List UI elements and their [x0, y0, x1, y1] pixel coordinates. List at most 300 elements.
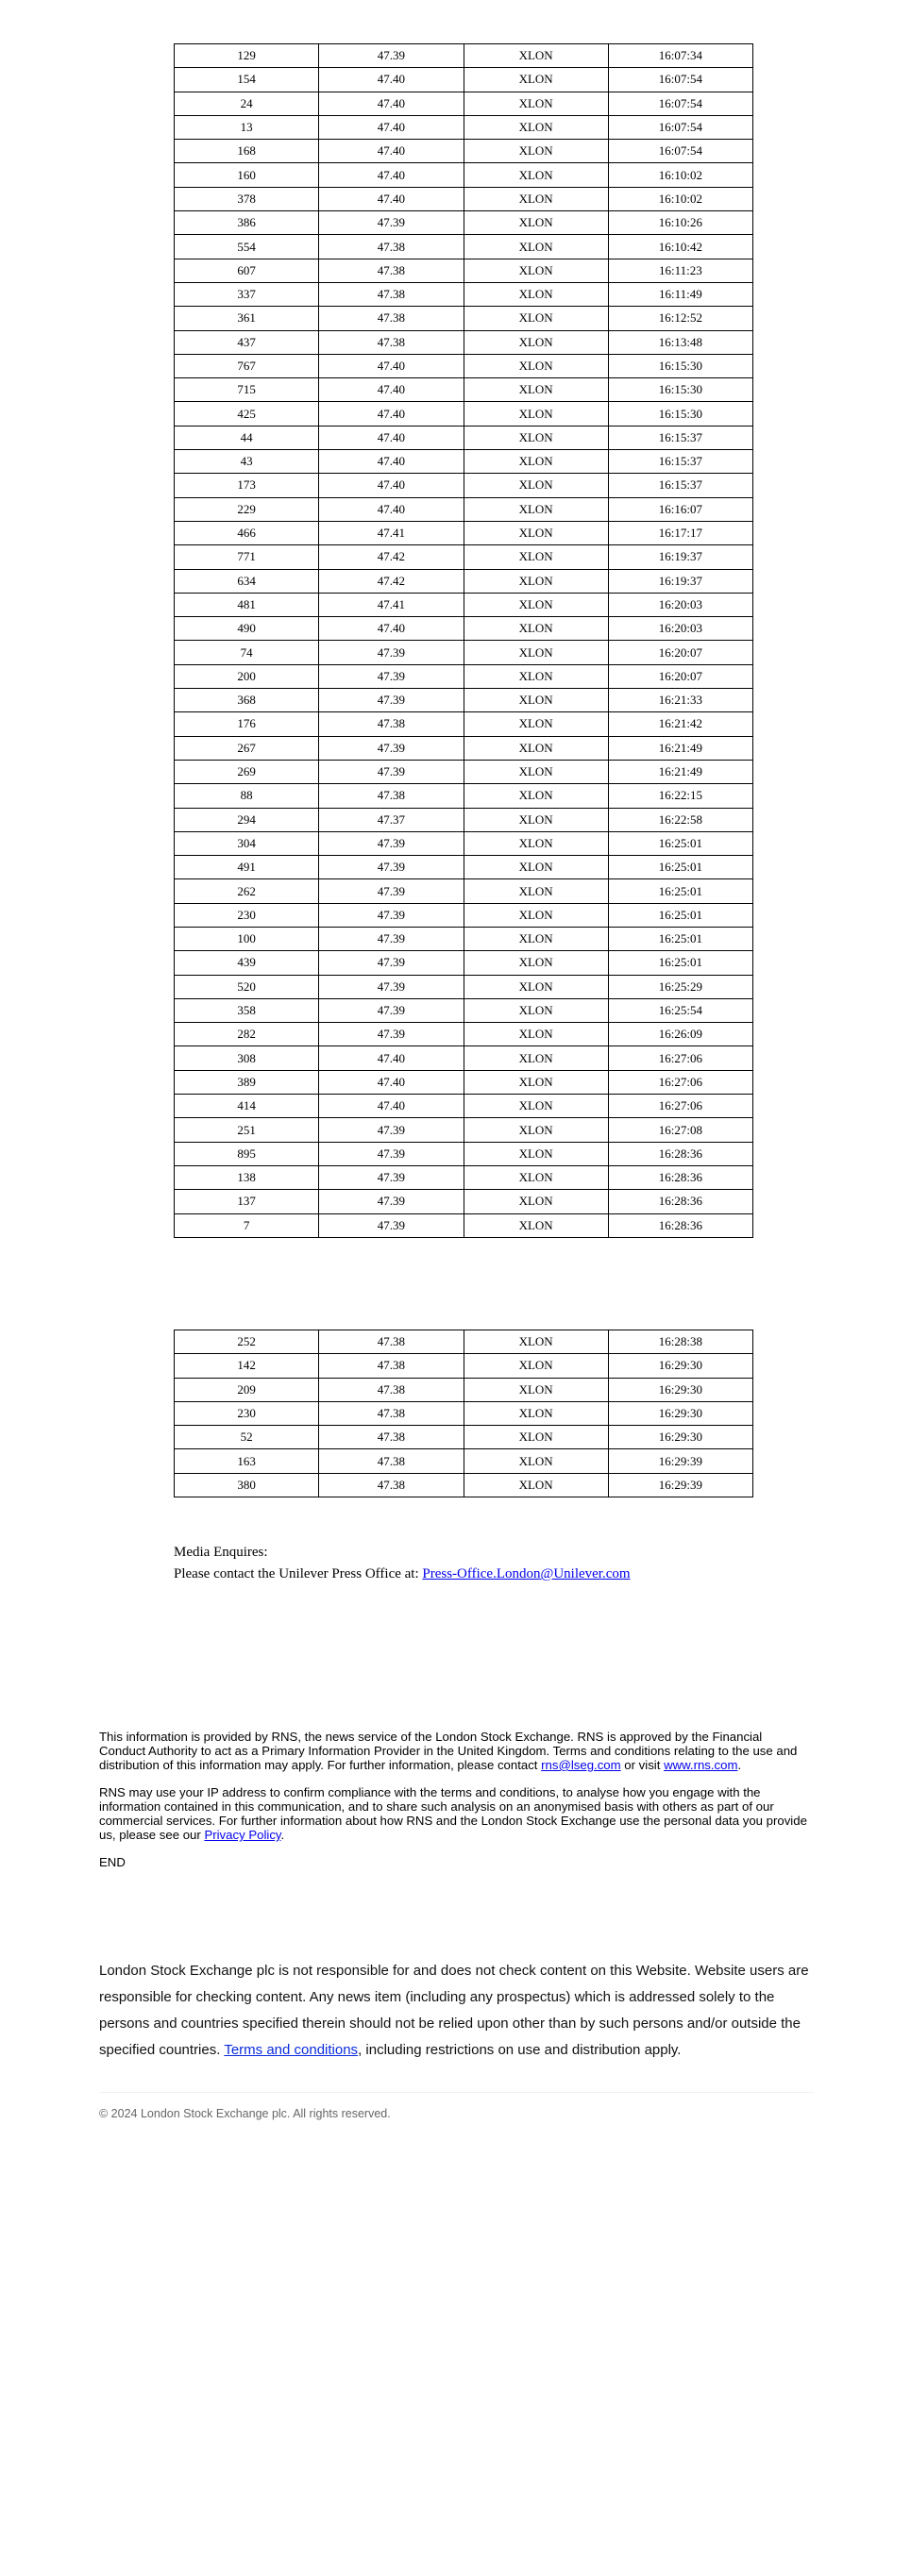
time-cell: 16:29:39	[608, 1473, 752, 1497]
price-cell: 47.38	[319, 259, 464, 282]
volume-cell: 267	[175, 736, 319, 760]
trade-row	[175, 259, 753, 282]
venue-cell: XLON	[464, 1046, 608, 1070]
volume-cell: 554	[175, 235, 319, 259]
trade-row	[175, 641, 753, 664]
rns-p1-mid: or visit	[620, 1758, 665, 1772]
trade-row	[175, 140, 753, 163]
price-cell: 47.39	[319, 903, 464, 927]
volume-cell: 380	[175, 1473, 319, 1497]
trade-row	[175, 856, 753, 879]
volume-cell: 337	[175, 282, 319, 306]
terms-and-conditions-link[interactable]: Terms and conditions	[224, 2042, 359, 2058]
price-cell: 47.40	[319, 378, 464, 402]
trade-row	[175, 998, 753, 1022]
venue-cell: XLON	[464, 1023, 608, 1046]
time-cell: 16:25:54	[608, 998, 752, 1022]
venue-cell: XLON	[464, 354, 608, 377]
volume-cell: 269	[175, 760, 319, 783]
venue-cell: XLON	[464, 545, 608, 569]
volume-cell: 389	[175, 1070, 319, 1094]
volume-cell: 490	[175, 617, 319, 641]
trade-row	[175, 450, 753, 474]
volume-cell: 607	[175, 259, 319, 282]
price-cell: 47.39	[319, 211, 464, 235]
time-cell: 16:28:36	[608, 1213, 752, 1237]
price-cell: 47.38	[319, 1401, 464, 1425]
price-cell: 47.38	[319, 784, 464, 808]
trade-row	[175, 378, 753, 402]
venue-cell: XLON	[464, 140, 608, 163]
rns-email-link[interactable]: rns@lseg.com	[541, 1758, 621, 1772]
price-cell: 47.39	[319, 641, 464, 664]
time-cell: 16:15:37	[608, 426, 752, 449]
price-cell: 47.39	[319, 44, 464, 68]
venue-cell: XLON	[464, 1426, 608, 1449]
trade-row	[175, 1354, 753, 1378]
price-cell: 47.40	[319, 68, 464, 92]
venue-cell: XLON	[464, 1354, 608, 1378]
volume-cell: 160	[175, 163, 319, 187]
rns-paragraph-2	[99, 1785, 809, 1842]
time-cell: 16:15:37	[608, 474, 752, 497]
venue-cell: XLON	[464, 712, 608, 736]
trade-row	[175, 307, 753, 330]
volume-cell: 414	[175, 1095, 319, 1118]
time-cell: 16:29:30	[608, 1426, 752, 1449]
trade-row	[175, 617, 753, 641]
venue-cell: XLON	[464, 784, 608, 808]
time-cell: 16:15:30	[608, 378, 752, 402]
venue-cell: XLON	[464, 402, 608, 426]
venue-cell: XLON	[464, 569, 608, 593]
time-cell: 16:10:02	[608, 187, 752, 210]
volume-cell: 262	[175, 879, 319, 903]
trade-row	[175, 689, 753, 712]
time-cell: 16:25:01	[608, 927, 752, 950]
time-cell: 16:17:17	[608, 521, 752, 544]
trade-row	[175, 163, 753, 187]
venue-cell: XLON	[464, 450, 608, 474]
time-cell: 16:10:42	[608, 235, 752, 259]
trade-row	[175, 1378, 753, 1401]
trade-row	[175, 736, 753, 760]
price-cell: 47.38	[319, 712, 464, 736]
price-cell: 47.39	[319, 856, 464, 879]
trade-row	[175, 1213, 753, 1237]
time-cell: 16:27:06	[608, 1046, 752, 1070]
venue-cell: XLON	[464, 1449, 608, 1473]
price-cell: 47.39	[319, 927, 464, 950]
trade-row	[175, 235, 753, 259]
price-cell: 47.40	[319, 115, 464, 139]
price-cell: 47.38	[319, 1354, 464, 1378]
price-cell: 47.39	[319, 1165, 464, 1189]
venue-cell: XLON	[464, 92, 608, 115]
volume-cell: 230	[175, 1401, 319, 1425]
trade-row	[175, 975, 753, 998]
trade-row	[175, 521, 753, 544]
rns-website-link[interactable]: www.rns.com	[664, 1758, 738, 1772]
venue-cell: XLON	[464, 760, 608, 783]
price-cell: 47.38	[319, 282, 464, 306]
time-cell: 16:26:09	[608, 1023, 752, 1046]
venue-cell: XLON	[464, 808, 608, 831]
venue-cell: XLON	[464, 927, 608, 950]
venue-cell: XLON	[464, 187, 608, 210]
price-cell: 47.41	[319, 521, 464, 544]
time-cell: 16:25:01	[608, 903, 752, 927]
time-cell: 16:19:37	[608, 545, 752, 569]
venue-cell: XLON	[464, 1401, 608, 1425]
price-cell: 47.40	[319, 92, 464, 115]
press-office-email-link[interactable]: Press-Office.London@Unilever.com	[422, 1566, 631, 1581]
trade-row	[175, 569, 753, 593]
trade-row	[175, 879, 753, 903]
trade-row	[175, 354, 753, 377]
volume-cell: 439	[175, 951, 319, 975]
volume-cell: 173	[175, 474, 319, 497]
trade-row	[175, 951, 753, 975]
venue-cell: XLON	[464, 1118, 608, 1142]
trade-row	[175, 1401, 753, 1425]
end-marker: END	[99, 1855, 126, 1869]
time-cell: 16:16:07	[608, 497, 752, 521]
volume-cell: 24	[175, 92, 319, 115]
venue-cell: XLON	[464, 1330, 608, 1354]
time-cell: 16:28:36	[608, 1142, 752, 1165]
trade-row	[175, 330, 753, 354]
venue-cell: XLON	[464, 330, 608, 354]
venue-cell: XLON	[464, 426, 608, 449]
trade-row	[175, 1095, 753, 1118]
volume-cell: 142	[175, 1354, 319, 1378]
trade-row	[175, 282, 753, 306]
time-cell: 16:27:08	[608, 1118, 752, 1142]
price-cell: 47.39	[319, 689, 464, 712]
venue-cell: XLON	[464, 856, 608, 879]
trade-row	[175, 1118, 753, 1142]
time-cell: 16:25:29	[608, 975, 752, 998]
price-cell: 47.38	[319, 235, 464, 259]
venue-cell: XLON	[464, 68, 608, 92]
time-cell: 16:27:06	[608, 1095, 752, 1118]
trade-row	[175, 831, 753, 855]
volume-cell: 378	[175, 187, 319, 210]
privacy-policy-link[interactable]: Privacy Policy	[204, 1828, 281, 1842]
venue-cell: XLON	[464, 689, 608, 712]
venue-cell: XLON	[464, 497, 608, 521]
volume-cell: 304	[175, 831, 319, 855]
trade-row	[175, 1330, 753, 1354]
time-cell: 16:21:49	[608, 736, 752, 760]
venue-cell: XLON	[464, 1070, 608, 1094]
disclaimer-end: , including restrictions on use and distribution apply.	[358, 2042, 682, 2058]
time-cell: 16:21:33	[608, 689, 752, 712]
price-cell: 47.40	[319, 426, 464, 449]
price-cell: 47.40	[319, 497, 464, 521]
volume-cell: 252	[175, 1330, 319, 1354]
time-cell: 16:25:01	[608, 831, 752, 855]
trades-table-2	[174, 1330, 753, 1497]
price-cell: 47.39	[319, 1023, 464, 1046]
time-cell: 16:20:03	[608, 617, 752, 641]
venue-cell: XLON	[464, 1190, 608, 1213]
price-cell: 47.42	[319, 569, 464, 593]
volume-cell: 308	[175, 1046, 319, 1070]
volume-cell: 7	[175, 1213, 319, 1237]
media-heading: Media Enquires:	[174, 1545, 268, 1560]
volume-cell: 520	[175, 975, 319, 998]
time-cell: 16:28:36	[608, 1190, 752, 1213]
media-contact-text: Please contact the Unilever Press Office at:	[174, 1566, 423, 1581]
trade-row	[175, 402, 753, 426]
trade-row	[175, 1426, 753, 1449]
trade-row	[175, 115, 753, 139]
venue-cell: XLON	[464, 259, 608, 282]
time-cell: 16:28:36	[608, 1165, 752, 1189]
time-cell: 16:20:03	[608, 593, 752, 616]
volume-cell: 282	[175, 1023, 319, 1046]
trade-row	[175, 1023, 753, 1046]
volume-cell: 52	[175, 1426, 319, 1449]
time-cell: 16:29:30	[608, 1378, 752, 1401]
price-cell: 47.40	[319, 187, 464, 210]
venue-cell: XLON	[464, 975, 608, 998]
price-cell: 47.38	[319, 1330, 464, 1354]
volume-cell: 44	[175, 426, 319, 449]
volume-cell: 767	[175, 354, 319, 377]
volume-cell: 358	[175, 998, 319, 1022]
volume-cell: 137	[175, 1190, 319, 1213]
trade-row	[175, 808, 753, 831]
volume-cell: 437	[175, 330, 319, 354]
copyright: © 2024 London Stock Exchange plc. All rights reserved.	[99, 2107, 391, 2120]
volume-cell: 230	[175, 903, 319, 927]
price-cell: 47.38	[319, 307, 464, 330]
time-cell: 16:21:49	[608, 760, 752, 783]
venue-cell: XLON	[464, 1095, 608, 1118]
volume-cell: 176	[175, 712, 319, 736]
price-cell: 47.39	[319, 998, 464, 1022]
price-cell: 47.39	[319, 1190, 464, 1213]
price-cell: 47.40	[319, 1070, 464, 1094]
venue-cell: XLON	[464, 903, 608, 927]
trade-row	[175, 664, 753, 688]
media-enquiries	[174, 1542, 631, 1585]
time-cell: 16:21:42	[608, 712, 752, 736]
price-cell: 47.39	[319, 1213, 464, 1237]
venue-cell: XLON	[464, 831, 608, 855]
price-cell: 47.39	[319, 760, 464, 783]
venue-cell: XLON	[464, 44, 608, 68]
time-cell: 16:11:49	[608, 282, 752, 306]
price-cell: 47.37	[319, 808, 464, 831]
trade-row	[175, 1046, 753, 1070]
time-cell: 16:10:26	[608, 211, 752, 235]
volume-cell: 481	[175, 593, 319, 616]
price-cell: 47.40	[319, 1095, 464, 1118]
volume-cell: 163	[175, 1449, 319, 1473]
venue-cell: XLON	[464, 951, 608, 975]
volume-cell: 229	[175, 497, 319, 521]
venue-cell: XLON	[464, 1142, 608, 1165]
venue-cell: XLON	[464, 1378, 608, 1401]
price-cell: 47.40	[319, 402, 464, 426]
time-cell: 16:29:30	[608, 1354, 752, 1378]
trade-row	[175, 187, 753, 210]
trade-row	[175, 1070, 753, 1094]
media-contact	[174, 1564, 631, 1585]
trade-row	[175, 712, 753, 736]
volume-cell: 386	[175, 211, 319, 235]
price-cell: 47.42	[319, 545, 464, 569]
trade-row	[175, 593, 753, 616]
venue-cell: XLON	[464, 521, 608, 544]
time-cell: 16:29:39	[608, 1449, 752, 1473]
price-cell: 47.39	[319, 736, 464, 760]
trade-row	[175, 474, 753, 497]
trade-row	[175, 545, 753, 569]
price-cell: 47.40	[319, 1046, 464, 1070]
lse-disclaimer	[99, 1958, 818, 2064]
volume-cell: 209	[175, 1378, 319, 1401]
volume-cell: 154	[175, 68, 319, 92]
volume-cell: 43	[175, 450, 319, 474]
rns-notice	[99, 1730, 809, 1882]
price-cell: 47.40	[319, 354, 464, 377]
price-cell: 47.40	[319, 140, 464, 163]
trade-row	[175, 211, 753, 235]
time-cell: 16:07:54	[608, 140, 752, 163]
price-cell: 47.41	[319, 593, 464, 616]
volume-cell: 88	[175, 784, 319, 808]
venue-cell: XLON	[464, 307, 608, 330]
time-cell: 16:07:54	[608, 92, 752, 115]
trade-row	[175, 1142, 753, 1165]
venue-cell: XLON	[464, 641, 608, 664]
time-cell: 16:22:58	[608, 808, 752, 831]
price-cell: 47.39	[319, 1142, 464, 1165]
price-cell: 47.39	[319, 975, 464, 998]
time-cell: 16:07:54	[608, 68, 752, 92]
venue-cell: XLON	[464, 593, 608, 616]
volume-cell: 74	[175, 641, 319, 664]
volume-cell: 200	[175, 664, 319, 688]
venue-cell: XLON	[464, 163, 608, 187]
volume-cell: 361	[175, 307, 319, 330]
price-cell: 47.39	[319, 1118, 464, 1142]
time-cell: 16:15:30	[608, 354, 752, 377]
venue-cell: XLON	[464, 998, 608, 1022]
time-cell: 16:28:38	[608, 1330, 752, 1354]
time-cell: 16:15:37	[608, 450, 752, 474]
price-cell: 47.39	[319, 879, 464, 903]
trade-row	[175, 1473, 753, 1497]
time-cell: 16:10:02	[608, 163, 752, 187]
time-cell: 16:25:01	[608, 951, 752, 975]
venue-cell: XLON	[464, 378, 608, 402]
venue-cell: XLON	[464, 115, 608, 139]
time-cell: 16:29:30	[608, 1401, 752, 1425]
volume-cell: 251	[175, 1118, 319, 1142]
volume-cell: 100	[175, 927, 319, 950]
rns-p1-text: This information is provided by RNS, the news service of the London Stock Exchange. RNS is approved by the Financial Conduct Authority to act as a Primary Information Provider in the United Kingdom. Terms and conditions relating to the use and distribution of this information may apply. For further information, please contact	[99, 1730, 798, 1772]
time-cell: 16:13:48	[608, 330, 752, 354]
volume-cell: 129	[175, 44, 319, 68]
venue-cell: XLON	[464, 474, 608, 497]
rns-p2-end: .	[280, 1828, 285, 1842]
time-cell: 16:25:01	[608, 856, 752, 879]
time-cell: 16:11:23	[608, 259, 752, 282]
trade-row	[175, 760, 753, 783]
venue-cell: XLON	[464, 282, 608, 306]
venue-cell: XLON	[464, 235, 608, 259]
rns-p1-end: .	[737, 1758, 742, 1772]
venue-cell: XLON	[464, 736, 608, 760]
time-cell: 16:07:54	[608, 115, 752, 139]
time-cell: 16:20:07	[608, 664, 752, 688]
time-cell: 16:12:52	[608, 307, 752, 330]
venue-cell: XLON	[464, 211, 608, 235]
volume-cell: 771	[175, 545, 319, 569]
price-cell: 47.40	[319, 617, 464, 641]
trade-row	[175, 68, 753, 92]
time-cell: 16:25:01	[608, 879, 752, 903]
volume-cell: 634	[175, 569, 319, 593]
venue-cell: XLON	[464, 1213, 608, 1237]
volume-cell: 294	[175, 808, 319, 831]
volume-cell: 13	[175, 115, 319, 139]
time-cell: 16:15:30	[608, 402, 752, 426]
volume-cell: 368	[175, 689, 319, 712]
venue-cell: XLON	[464, 664, 608, 688]
price-cell: 47.39	[319, 664, 464, 688]
price-cell: 47.38	[319, 1378, 464, 1401]
rns-p2-text: RNS may use your IP address to confirm compliance with the terms and conditions, to analyse how you engage with the information contained in this communication, and to share such analysis on an anonymised basis with others as part of our commercial services. For further information about how RNS and the London Stock Exchange use the personal data you provide us, please see our	[99, 1785, 807, 1842]
trade-row	[175, 927, 753, 950]
trade-row	[175, 784, 753, 808]
venue-cell: XLON	[464, 879, 608, 903]
volume-cell: 715	[175, 378, 319, 402]
venue-cell: XLON	[464, 1165, 608, 1189]
price-cell: 47.39	[319, 951, 464, 975]
time-cell: 16:19:37	[608, 569, 752, 593]
footer-divider	[99, 2092, 814, 2093]
price-cell: 47.40	[319, 474, 464, 497]
venue-cell: XLON	[464, 1473, 608, 1497]
price-cell: 47.39	[319, 831, 464, 855]
volume-cell: 491	[175, 856, 319, 879]
price-cell: 47.38	[319, 330, 464, 354]
volume-cell: 425	[175, 402, 319, 426]
trade-row	[175, 903, 753, 927]
trade-row	[175, 44, 753, 68]
trade-row	[175, 1190, 753, 1213]
trade-row	[175, 1449, 753, 1473]
rns-paragraph-1	[99, 1730, 809, 1772]
price-cell: 47.38	[319, 1473, 464, 1497]
volume-cell: 895	[175, 1142, 319, 1165]
trade-row	[175, 92, 753, 115]
disclaimer-text: London Stock Exchange plc is not responsible for and does not check content on this Website. Website users are responsible for checking content. Any news item (including any prospectus) which is addressed solely to the persons and countries specified therein should not be relied upon other than by such persons and/or outside the specified countries.	[99, 1963, 809, 2058]
trade-row	[175, 1165, 753, 1189]
price-cell: 47.40	[319, 163, 464, 187]
time-cell: 16:27:06	[608, 1070, 752, 1094]
price-cell: 47.40	[319, 450, 464, 474]
time-cell: 16:20:07	[608, 641, 752, 664]
venue-cell: XLON	[464, 617, 608, 641]
